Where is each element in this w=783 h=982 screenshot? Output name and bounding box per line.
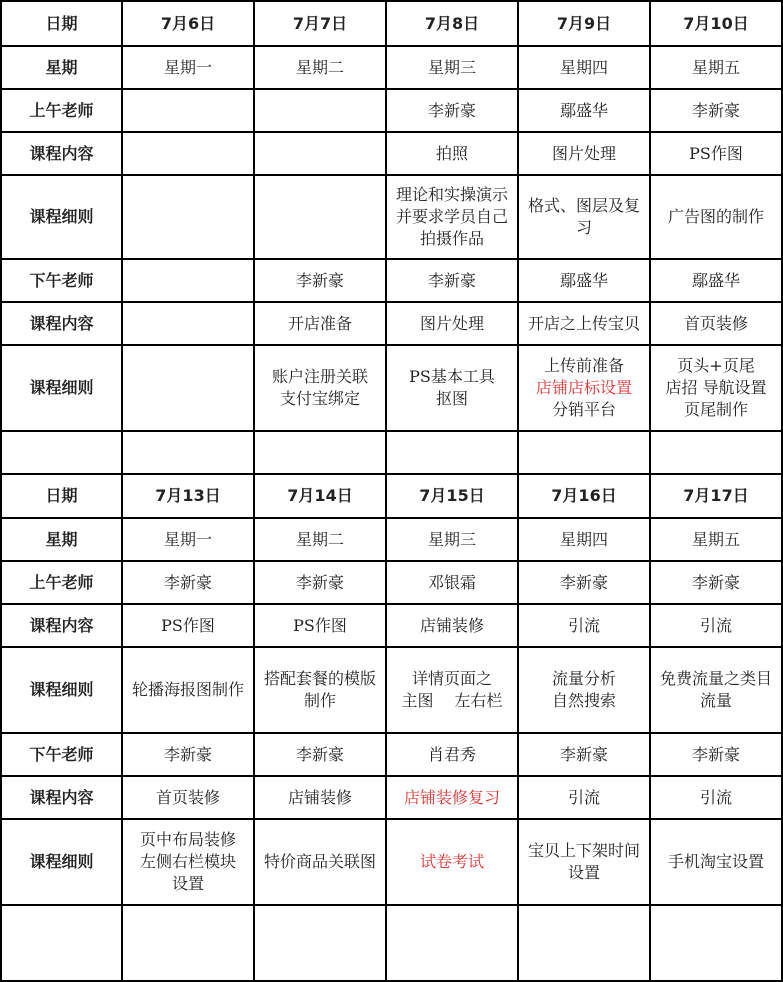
details-cell	[122, 345, 254, 431]
details-line: 分销平台	[551, 400, 616, 419]
week1-pm-details-row	[1, 345, 782, 431]
details-line: 页头+页尾	[677, 356, 755, 375]
teacher-cell	[254, 89, 386, 132]
weekday-cell: 星期五	[650, 518, 782, 561]
content-cell: 引流	[650, 604, 782, 647]
details-cell: 轮播海报图制作	[122, 647, 254, 733]
date-cell: 7月6日	[122, 1, 254, 46]
content-cell	[122, 302, 254, 345]
content-cell: 首页装修	[122, 776, 254, 819]
details-cell	[122, 819, 254, 905]
week1-weekday-row	[1, 46, 782, 89]
details-cell	[122, 175, 254, 259]
teacher-cell: 李新豪	[650, 733, 782, 776]
details-line: 抠图	[435, 389, 468, 408]
week1-am-content-row	[1, 132, 782, 175]
week2-am-details-row	[1, 647, 782, 733]
details-line: 店招 导航设置	[665, 378, 767, 397]
details-line-highlight: 店铺店标设置	[535, 378, 632, 397]
row-label-weekday: 星期	[1, 46, 122, 89]
row-label-content: 课程内容	[1, 776, 122, 819]
details-line: 流量分析	[551, 669, 616, 688]
content-cell: 图片处理	[386, 302, 518, 345]
teacher-cell: 邓银霜	[386, 561, 518, 604]
week2-am-teacher-row	[1, 561, 782, 604]
date-cell: 7月14日	[254, 474, 386, 518]
details-line: 设置	[171, 874, 204, 893]
content-cell: 引流	[518, 604, 650, 647]
row-label-content: 课程内容	[1, 132, 122, 175]
teacher-cell: 李新豪	[386, 259, 518, 302]
details-line: 页中布局装修	[139, 830, 236, 849]
week2-weekday-row	[1, 518, 782, 561]
details-cell: 宝贝上下架时间设置	[518, 819, 650, 905]
week2-pm-teacher-row	[1, 733, 782, 776]
date-cell: 7月7日	[254, 1, 386, 46]
details-cell	[518, 345, 650, 431]
content-cell: 开店之上传宝贝	[518, 302, 650, 345]
row-label-weekday: 星期	[1, 518, 122, 561]
content-cell-highlight: 店铺装修复习	[386, 776, 518, 819]
teacher-cell: 李新豪	[650, 89, 782, 132]
details-cell	[254, 175, 386, 259]
week2-pm-content-row	[1, 776, 782, 819]
row-label-details: 课程细则	[1, 345, 122, 431]
row-label-details: 课程细则	[1, 819, 122, 905]
content-cell: 首页装修	[650, 302, 782, 345]
details-cell: 广告图的制作	[650, 175, 782, 259]
weekday-cell: 星期四	[518, 46, 650, 89]
row-label-details: 课程细则	[1, 175, 122, 259]
content-cell: 图片处理	[518, 132, 650, 175]
row-label-pm-teacher: 下午老师	[1, 259, 122, 302]
weekday-cell: 星期四	[518, 518, 650, 561]
weekday-cell: 星期二	[254, 518, 386, 561]
weekday-cell: 星期三	[386, 46, 518, 89]
date-cell: 7月9日	[518, 1, 650, 46]
row-label-pm-teacher: 下午老师	[1, 733, 122, 776]
weekday-cell: 星期五	[650, 46, 782, 89]
week2-pm-details-row	[1, 819, 782, 905]
weekday-cell: 星期二	[254, 46, 386, 89]
details-line: 页尾制作	[683, 400, 748, 419]
teacher-cell: 肖君秀	[386, 733, 518, 776]
row-label-am-teacher: 上午老师	[1, 89, 122, 132]
date-cell: 7月8日	[386, 1, 518, 46]
details-line: 支付宝绑定	[279, 389, 360, 408]
spacer-row	[1, 431, 782, 474]
content-cell: PS作图	[650, 132, 782, 175]
details-line: 主图 左右栏	[401, 691, 503, 710]
content-cell: PS作图	[254, 604, 386, 647]
details-cell: 理论和实操演示 并要求学员自己拍摄作品	[386, 175, 518, 259]
teacher-cell: 李新豪	[122, 561, 254, 604]
teacher-cell: 鄢盛华	[650, 259, 782, 302]
date-cell: 7月13日	[122, 474, 254, 518]
details-cell: 免费流量之类目流量	[650, 647, 782, 733]
details-line: 上传前准备	[543, 356, 624, 375]
weekday-cell: 星期三	[386, 518, 518, 561]
date-cell: 7月10日	[650, 1, 782, 46]
details-line: 自然搜索	[551, 691, 616, 710]
teacher-cell: 李新豪	[650, 561, 782, 604]
week1-pm-teacher-row	[1, 259, 782, 302]
teacher-cell: 李新豪	[518, 561, 650, 604]
row-label-content: 课程内容	[1, 604, 122, 647]
content-cell: 店铺装修	[254, 776, 386, 819]
content-cell: 开店准备	[254, 302, 386, 345]
teacher-cell: 李新豪	[254, 561, 386, 604]
row-label-details: 课程细则	[1, 647, 122, 733]
row-label-date: 日期	[1, 1, 122, 46]
weekday-cell: 星期一	[122, 46, 254, 89]
details-cell	[386, 647, 518, 733]
details-line: 左侧右栏模块	[139, 852, 236, 871]
details-cell	[386, 345, 518, 431]
content-cell: 拍照	[386, 132, 518, 175]
content-cell: 引流	[518, 776, 650, 819]
details-cell	[518, 647, 650, 733]
teacher-cell: 李新豪	[386, 89, 518, 132]
blank-row	[1, 905, 782, 981]
details-cell: 搭配套餐的模版制作	[254, 647, 386, 733]
content-cell: 引流	[650, 776, 782, 819]
row-label-content: 课程内容	[1, 302, 122, 345]
details-cell: 特价商品关联图	[254, 819, 386, 905]
details-cell	[254, 345, 386, 431]
details-line: 账户注册关联	[271, 367, 368, 386]
teacher-cell	[122, 259, 254, 302]
teacher-cell	[122, 89, 254, 132]
teacher-cell: 李新豪	[254, 259, 386, 302]
details-cell-highlight: 试卷考试	[386, 819, 518, 905]
week2-date-row	[1, 474, 782, 518]
details-cell: 手机淘宝设置	[650, 819, 782, 905]
week1-pm-content-row	[1, 302, 782, 345]
teacher-cell: 李新豪	[518, 733, 650, 776]
details-cell	[650, 345, 782, 431]
row-label-am-teacher: 上午老师	[1, 561, 122, 604]
teacher-cell: 鄢盛华	[518, 89, 650, 132]
teacher-cell: 李新豪	[122, 733, 254, 776]
date-cell: 7月15日	[386, 474, 518, 518]
week2-am-content-row	[1, 604, 782, 647]
content-cell: PS作图	[122, 604, 254, 647]
week1-am-teacher-row	[1, 89, 782, 132]
details-cell: 格式、图层及复习	[518, 175, 650, 259]
content-cell	[122, 132, 254, 175]
row-label-date: 日期	[1, 474, 122, 518]
content-cell	[254, 132, 386, 175]
teacher-cell: 鄢盛华	[518, 259, 650, 302]
content-cell: 店铺装修	[386, 604, 518, 647]
week1-am-details-row	[1, 175, 782, 259]
date-cell: 7月16日	[518, 474, 650, 518]
weekday-cell: 星期一	[122, 518, 254, 561]
details-line: 详情页面之	[411, 669, 492, 688]
week1-date-row	[1, 1, 782, 46]
date-cell: 7月17日	[650, 474, 782, 518]
details-line: PS基本工具	[409, 367, 495, 386]
teacher-cell: 李新豪	[254, 733, 386, 776]
